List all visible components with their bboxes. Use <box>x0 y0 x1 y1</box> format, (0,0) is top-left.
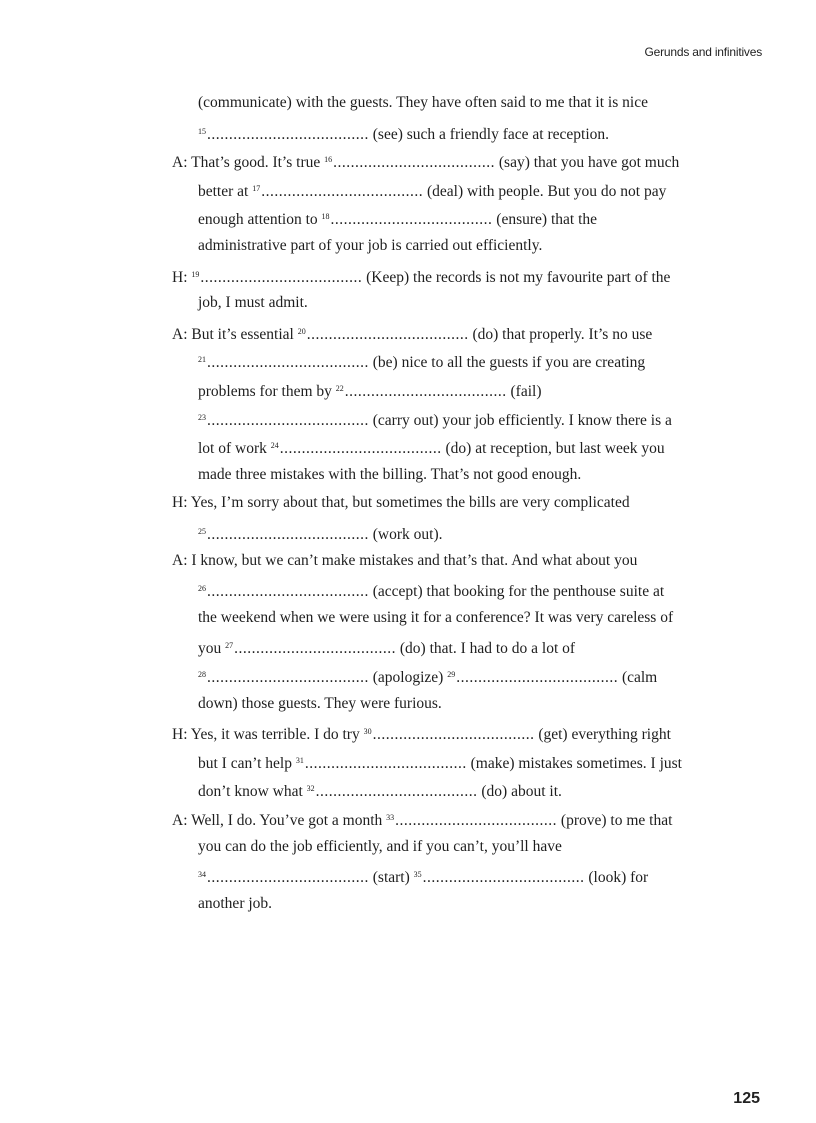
text-segment: A: I know, but we can’t make mistakes and that’s that. And what about you <box>172 551 638 569</box>
text-segment: (carry out) your job efficiently. I know there is a <box>368 411 672 429</box>
answer-blank: ..................................... <box>315 783 478 801</box>
text-segment: (fail) <box>506 383 542 400</box>
answer-blank: ..................................... <box>207 411 369 429</box>
question-number: 27 <box>225 641 234 651</box>
question-number: 23 <box>198 412 206 422</box>
question-number: 15 <box>198 126 206 136</box>
text-segment: A: That’s good. It’s true <box>172 154 325 172</box>
text-line <box>198 518 443 547</box>
text-segment: problems for them by <box>198 383 336 400</box>
text-line <box>172 804 672 833</box>
text-line <box>172 261 670 290</box>
answer-blank: ..................................... <box>304 754 467 772</box>
text-line <box>198 690 442 719</box>
text-line <box>198 861 648 890</box>
text-segment: (Keep) the records is not my favourite part of the <box>362 268 671 286</box>
question-number: 21 <box>198 355 206 365</box>
text-segment: H: Yes, I’m sorry about that, but sometimes the bills are very complicated <box>172 494 630 512</box>
page-number: 125 <box>733 1090 760 1107</box>
text-segment: you can do the job efficiently, and if you can’t, you’ll have <box>198 837 562 855</box>
question-number: 30 <box>363 727 372 737</box>
text-segment: don’t know what <box>198 783 307 801</box>
answer-blank: ..................................... <box>207 526 369 543</box>
text-segment: (say) that you have got much <box>495 154 680 172</box>
question-number: 34 <box>198 870 206 880</box>
answer-blank: ..................................... <box>306 325 469 343</box>
text-line <box>198 575 664 604</box>
text-segment: (communicate) with the guests. They have often said to me that it is nice <box>198 94 648 111</box>
text-segment: another job. <box>198 894 273 912</box>
text-segment: (do) that. I had to do a lot of <box>396 640 576 658</box>
answer-blank: ..................................... <box>207 354 369 372</box>
question-number: 26 <box>198 584 206 594</box>
answer-blank: ..................................... <box>207 125 369 143</box>
text-segment: you <box>198 640 226 658</box>
text-segment: (work out). <box>368 526 443 543</box>
text-line <box>172 547 637 576</box>
answer-blank: ..................................... <box>456 669 619 686</box>
text-line <box>198 118 609 147</box>
answer-blank: ..................................... <box>279 440 442 458</box>
text-segment: (prove) to me that <box>557 812 673 829</box>
question-number: 29 <box>447 670 456 679</box>
text-segment: H: Yes, it was terrible. I do try <box>172 726 364 744</box>
text-segment: (see) such a friendly face at reception. <box>368 125 609 143</box>
text-line <box>172 146 679 175</box>
question-number: 35 <box>413 870 422 880</box>
text-segment: (get) everything right <box>534 726 671 744</box>
text-line <box>198 375 542 404</box>
question-number: 25 <box>198 527 206 536</box>
text-segment: (ensure) that the <box>492 211 598 229</box>
text-segment: (make) mistakes sometimes. I just <box>466 754 682 772</box>
answer-blank: ..................................... <box>333 154 495 172</box>
question-number: 24 <box>270 441 279 451</box>
text-segment: job, I must admit. <box>198 294 308 312</box>
question-number: 33 <box>386 813 395 822</box>
answer-blank: ..................................... <box>207 669 369 686</box>
text-segment: (do) at reception, but last week you <box>441 440 665 458</box>
text-line <box>198 890 272 919</box>
text-segment: down) those guests. They were furious. <box>198 694 442 712</box>
text-line <box>198 289 308 318</box>
text-line <box>198 89 648 118</box>
text-line <box>198 833 562 862</box>
text-line <box>198 232 542 261</box>
question-number: 20 <box>297 326 306 336</box>
text-segment: lot of work <box>198 440 271 458</box>
text-segment: (look) for <box>584 869 649 887</box>
text-line <box>198 346 645 375</box>
answer-blank: ..................................... <box>234 640 396 658</box>
text-segment: H: <box>172 268 192 286</box>
question-number: 31 <box>295 755 304 765</box>
text-segment: the weekend when we were using it for a conference? It was very careless of <box>198 608 674 626</box>
text-line <box>198 203 597 232</box>
text-segment: (accept) that booking for the penthouse suite at <box>368 583 665 601</box>
question-number: 22 <box>335 384 344 393</box>
question-number: 18 <box>321 212 330 222</box>
question-number: 19 <box>191 269 200 279</box>
answer-blank: ..................................... <box>395 812 558 829</box>
text-segment: made three mistakes with the billing. That’s not good enough. <box>198 465 582 483</box>
text-line <box>198 661 657 690</box>
answer-blank: ..................................... <box>372 726 535 744</box>
answer-blank: ..................................... <box>344 383 507 400</box>
answer-blank: ..................................... <box>330 211 493 229</box>
text-segment: A: But it’s essential <box>172 325 298 343</box>
question-number: 32 <box>306 784 315 794</box>
text-segment: (start) <box>368 869 414 887</box>
text-segment: better at <box>198 182 253 200</box>
text-line <box>198 175 666 204</box>
text-line <box>198 632 575 661</box>
text-segment: (be) nice to all the guests if you are creating <box>368 354 646 372</box>
answer-blank: ..................................... <box>207 869 369 887</box>
question-number: 17 <box>252 183 261 193</box>
text-segment: A: Well, I do. You’ve got a month <box>172 812 387 829</box>
running-header: Gerunds and infinitives <box>644 45 762 59</box>
answer-blank: ..................................... <box>207 583 369 601</box>
text-line <box>172 318 652 347</box>
answer-blank: ..................................... <box>200 268 363 286</box>
text-segment: (calm <box>618 669 658 686</box>
text-line <box>198 461 581 490</box>
text-segment: (deal) with people. But you do not pay <box>423 182 667 200</box>
text-segment: (do) that properly. It’s no use <box>468 325 653 343</box>
text-line <box>198 432 665 461</box>
text-segment: enough attention to <box>198 211 322 229</box>
answer-blank: ..................................... <box>422 869 585 887</box>
text-segment: administrative part of your job is carried out efficiently. <box>198 237 543 254</box>
text-line <box>172 718 671 747</box>
text-line <box>198 404 672 433</box>
text-line <box>198 604 673 633</box>
text-segment: (do) about it. <box>477 783 562 801</box>
answer-blank: ..................................... <box>261 182 424 200</box>
question-number: 16 <box>324 155 333 165</box>
text-line <box>172 489 630 518</box>
text-segment: but I can’t help <box>198 754 296 772</box>
text-line <box>198 747 682 776</box>
text-line <box>198 775 562 804</box>
text-segment: (apologize) <box>368 669 448 686</box>
question-number: 28 <box>198 670 206 679</box>
